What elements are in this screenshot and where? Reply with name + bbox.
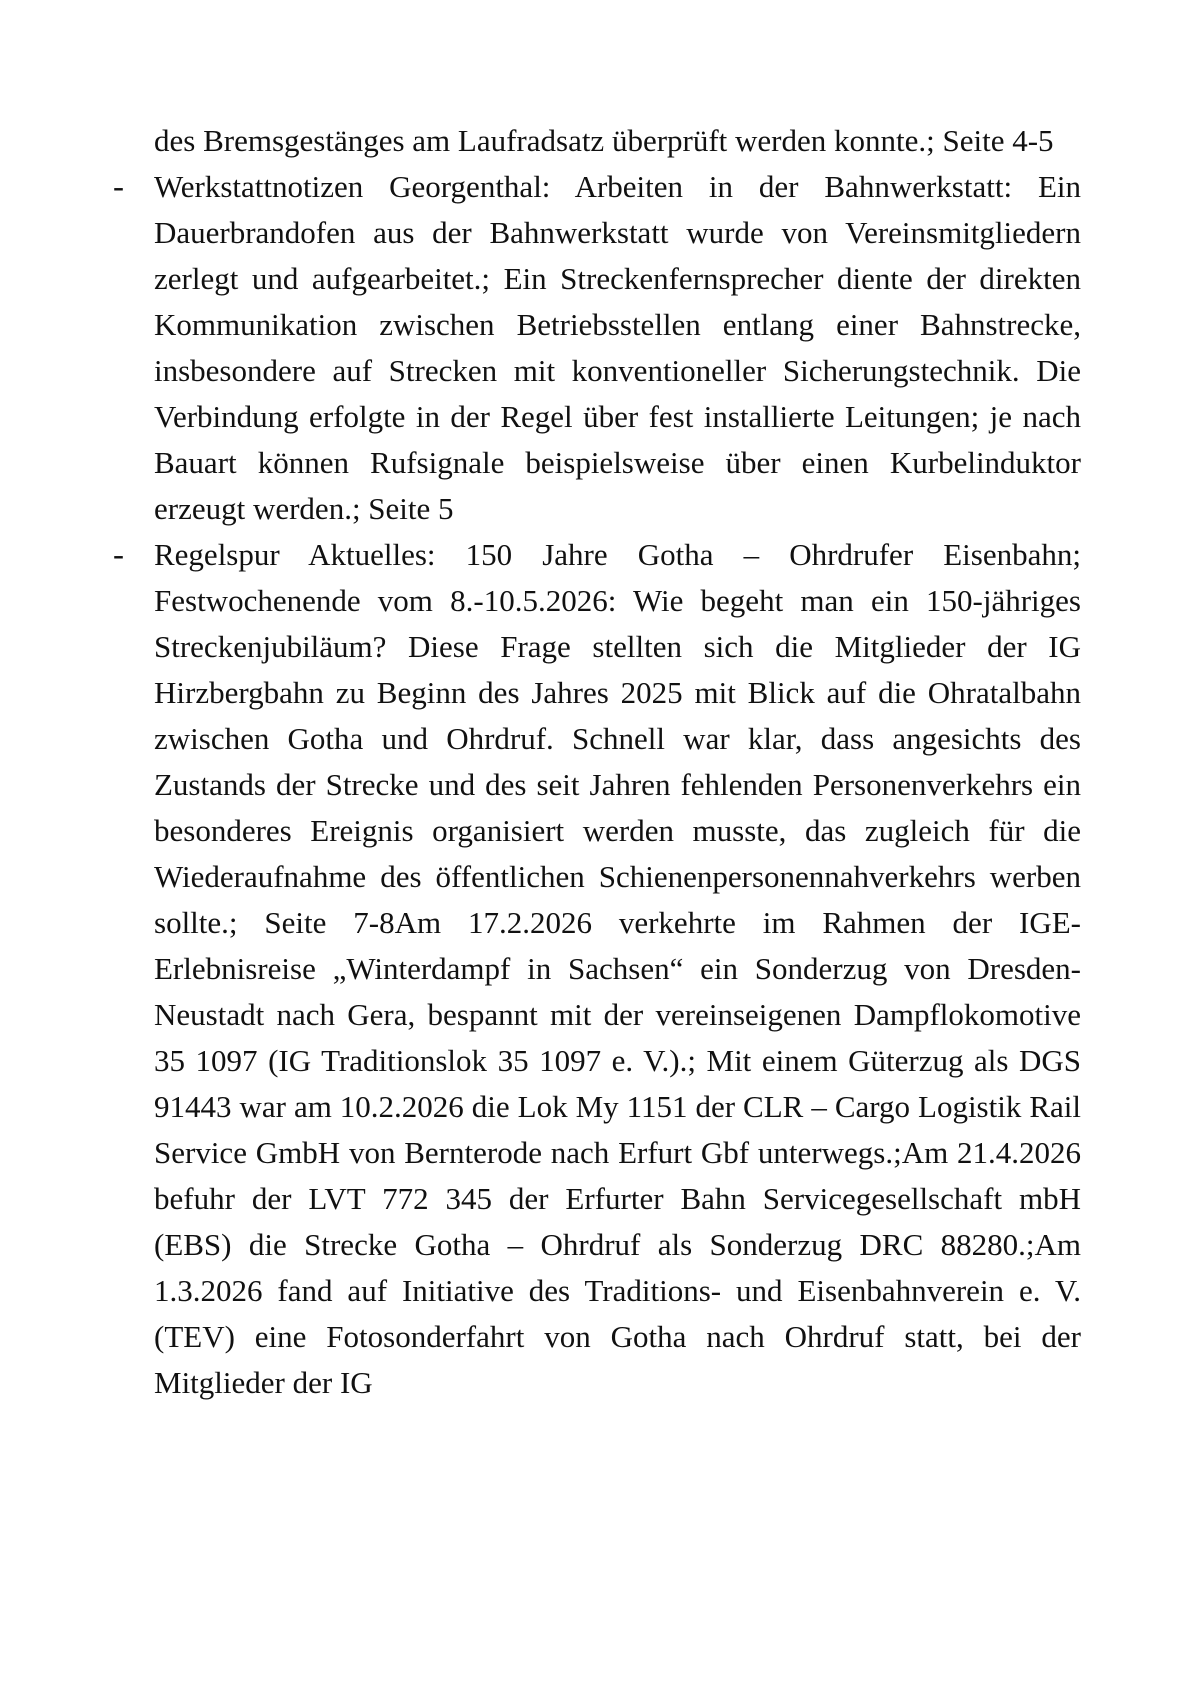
- list-marker: -: [113, 169, 124, 205]
- entry-text: Regelspur Aktuelles: 150 Jahre Gotha – Ohrdrufer Eisenbahn; Festwochenende vom 8.-10.5.2026: Wie begeht man ein 150-​jähriges Streckenjubiläum? Diese Frage stellten sich die Mitglieder der IG Hirzbergbahn zu Beginn des Jahres 2025 mit Blick auf die Ohratalbahn zwischen Gotha und Ohrdruf. Schnell war klar, dass angesichts des Zustands der Strecke und des seit Jahren fehlenden Personenverkehrs ein besonderes Ereignis organisiert werden musste, das zugleich für die Wiederaufnahme des öffentlichen Schienenpersonennahverkehrs werben sollte.; Seite 7-8Am 17.2.2026 verkehrte im Rahmen der IGE-Erlebnisreise „Winterdampf in Sachsen“ ein Sonderzug von Dresden-Neustadt nach Gera, bespannt mit der vereinseigenen Dampflokomotive 35 1097 (IG Traditionslok 35 1097 e. V.).; Mit einem Güterzug als DGS 91443 war am 10.2.2026 die Lok My 1151 der CLR – Cargo Logistik Rail Service GmbH von Bernterode nach Erfurt Gbf unterwegs.;Am 21.4.2026 befuhr der LVT 772 345 der Erfurter Bahn Servicegesellschaft mbH (EBS) die Strecke Gotha – Ohrdruf als Sonderzug DRC 88280.;Am 1.3.2026 fand auf Initiative des Traditions- und Eisenbahnverein e. V. (TEV) eine Fotosonderfahrt von Gotha nach Ohrdruf statt, bei der Mitglieder der IG: [154, 537, 1081, 1400]
- list-marker: -: [113, 537, 124, 573]
- list-item: [113, 532, 1081, 1406]
- entry-text: des Bremsgestänges am Laufradsatz überprüft werden konnte.; Seite 4-5: [154, 123, 1054, 158]
- list-item: [113, 164, 1081, 532]
- list-item: [113, 118, 1081, 164]
- entry-text: Werkstattnotizen Georgenthal: Arbeiten in der Bahnwerkstatt: Ein Dauerbrandofen aus der Bahnwerkstatt wurde von Vereinsmitgliedern zerlegt und aufgearbeitet.; Ein Streckenfernsprecher diente der direkten Kommunikation zwischen Betriebsstellen entlang einer Bahnstrecke, insbesondere auf Strecken mit konventioneller Sicherungstechnik. Die Verbindung erfolgte in der Regel über fest installierte Leitungen; je nach Bauart können Rufsignale beispielsweise über einen Kurbelinduktor erzeugt werden.; Seite 5: [154, 169, 1081, 526]
- entry-list: [113, 118, 1081, 1406]
